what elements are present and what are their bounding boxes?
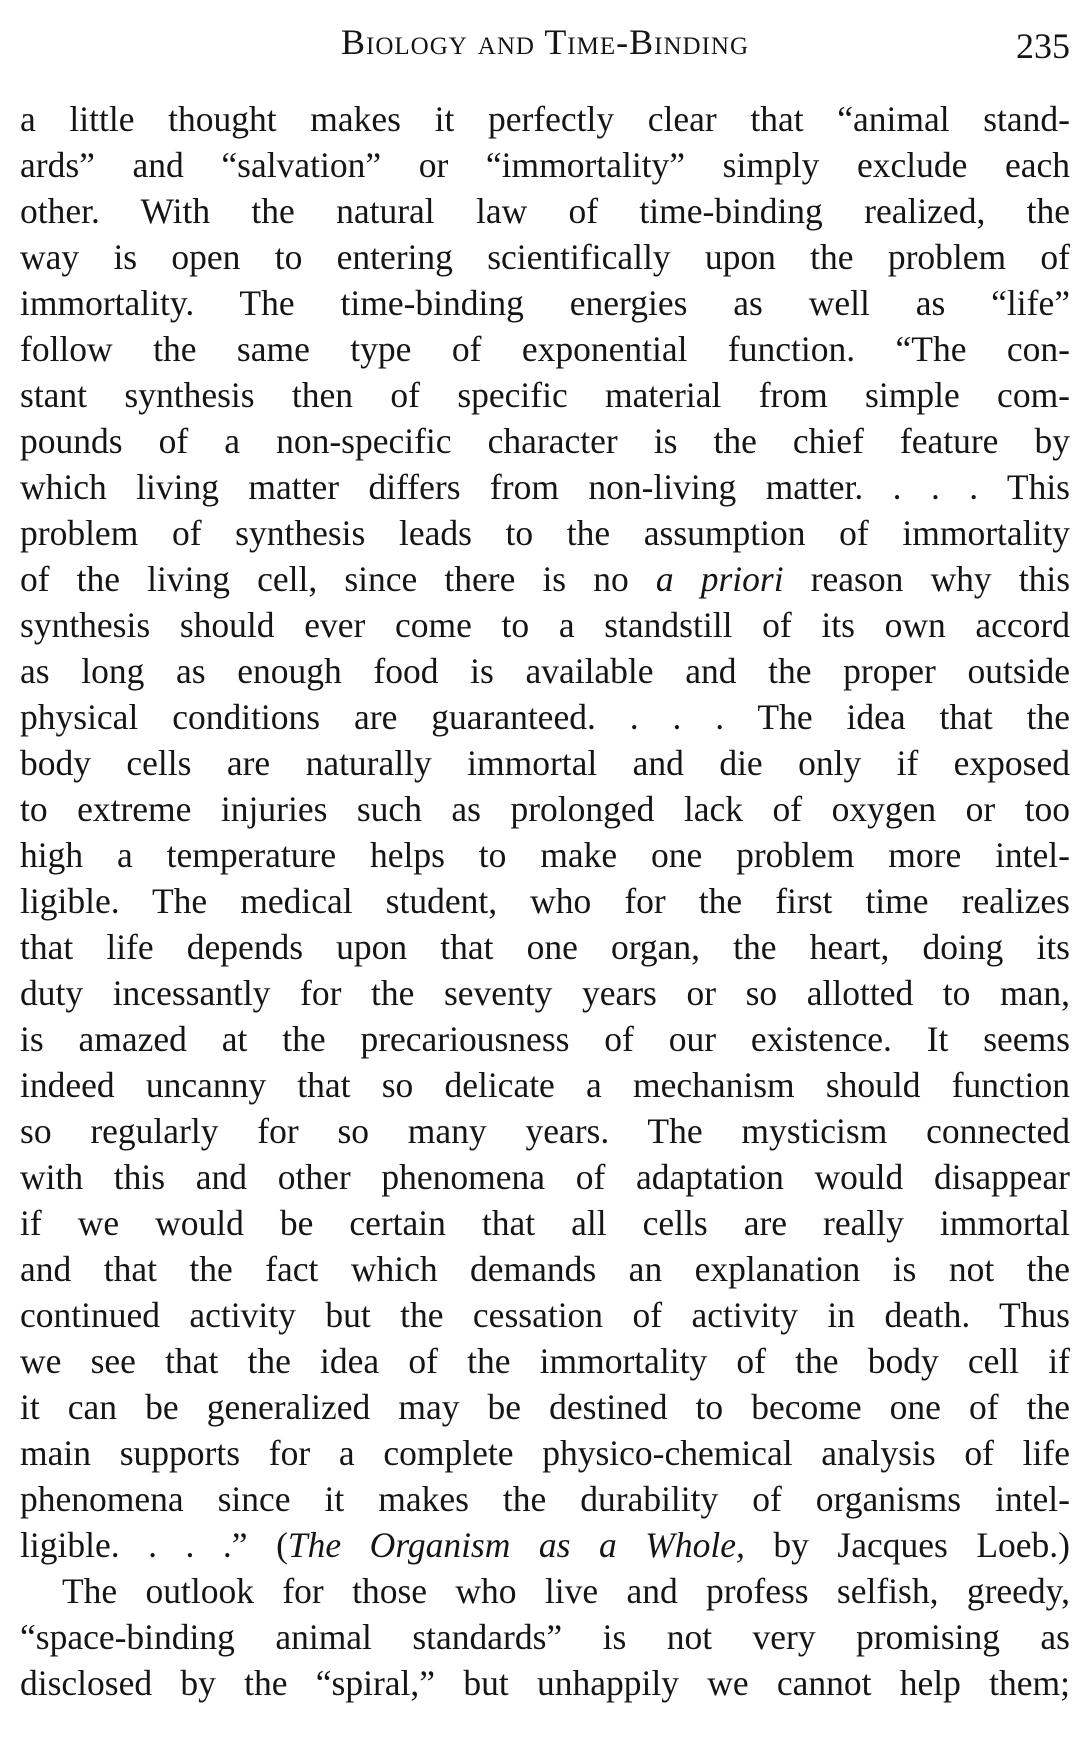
text-line bbox=[20, 556, 1070, 602]
text-line: if we would be certain that all cells are really immortal bbox=[20, 1203, 1070, 1243]
text-segment: ligible. . . .” ( bbox=[20, 1525, 288, 1565]
text-line: follow the same type of exponential function. “The con- bbox=[20, 329, 1070, 369]
text-line: duty incessantly for the seventy years or so allotted to man, bbox=[20, 973, 1070, 1013]
text-line: pounds of a non-specific character is the chief feature by bbox=[20, 421, 1070, 461]
text-line: other. With the natural law of time-binding realized, the bbox=[20, 191, 1070, 231]
text-segment: reason why this bbox=[810, 559, 1071, 599]
text-line: which living matter differs from non-living matter. . . . This bbox=[20, 467, 1070, 507]
text-line: synthesis should ever come to a standstill of its own accord bbox=[20, 605, 1070, 645]
text-line: way is open to entering scientifically upon the problem of bbox=[20, 237, 1070, 277]
text-line: and that the fact which demands an explanation is not the bbox=[20, 1249, 1070, 1289]
text-line bbox=[20, 1522, 1070, 1568]
text-line: to extreme injuries such as prolonged lack of oxygen or too bbox=[20, 789, 1070, 829]
text-line: problem of synthesis leads to the assumption of immortality bbox=[20, 513, 1070, 553]
text-line: main supports for a complete physico-chemical analysis of life bbox=[20, 1433, 1070, 1473]
text-line: stant synthesis then of specific material from simple com- bbox=[20, 375, 1070, 415]
text-line: immortality. The time-binding energies as well as “life” bbox=[20, 283, 1070, 323]
text-line: disclosed by the “spiral,” but unhappily we cannot help them; bbox=[20, 1663, 1070, 1703]
text-segment: of the living cell, since there is no bbox=[20, 559, 629, 599]
text-line: body cells are naturally immortal and die only if exposed bbox=[20, 743, 1070, 783]
text-segment: by Jacques Loeb.) bbox=[773, 1525, 1070, 1565]
text-line: is amazed at the precariousness of our existence. It seems bbox=[20, 1019, 1070, 1059]
text-line: it can be generalized may be destined to become one of the bbox=[20, 1387, 1070, 1427]
text-line: physical conditions are guaranteed. . . . The idea that the bbox=[20, 697, 1070, 737]
running-head-title: Biology and Time-Binding bbox=[340, 22, 750, 62]
text-line: with this and other phenomena of adaptation would disappear bbox=[20, 1157, 1070, 1197]
text-line: a little thought makes it perfectly clear that “animal stand- bbox=[20, 99, 1070, 139]
text-line: as long as enough food is available and the proper outside bbox=[20, 651, 1070, 691]
text-line: that life depends upon that one organ, the heart, doing its bbox=[20, 927, 1070, 967]
citation-title: The Organism as a Whole, bbox=[287, 1525, 745, 1565]
page-number: 235 bbox=[1016, 26, 1070, 66]
text-line: ards” and “salvation” or “immortality” simply exclude each bbox=[20, 145, 1070, 185]
text-line: so regularly for so many years. The mysticism connected bbox=[20, 1111, 1070, 1151]
text-line: “space-binding animal standards” is not very promising as bbox=[20, 1617, 1070, 1657]
running-head bbox=[20, 18, 1070, 66]
text-line: continued activity but the cessation of activity in death. Thus bbox=[20, 1295, 1070, 1335]
text-line: high a temperature helps to make one problem more intel- bbox=[20, 835, 1070, 875]
text-line: indeed uncanny that so delicate a mechanism should function bbox=[20, 1065, 1070, 1105]
text-line: ligible. The medical student, who for the first time realizes bbox=[20, 881, 1070, 921]
paragraph-start-line: The outlook for those who live and profess selfish, greedy, bbox=[62, 1571, 1070, 1611]
text-line: phenomena since it makes the durability of organisms intel- bbox=[20, 1479, 1070, 1519]
text-line: we see that the idea of the immortality of the body cell if bbox=[20, 1341, 1070, 1381]
body-text bbox=[20, 96, 1070, 1706]
italic-phrase: a priori bbox=[655, 559, 784, 599]
